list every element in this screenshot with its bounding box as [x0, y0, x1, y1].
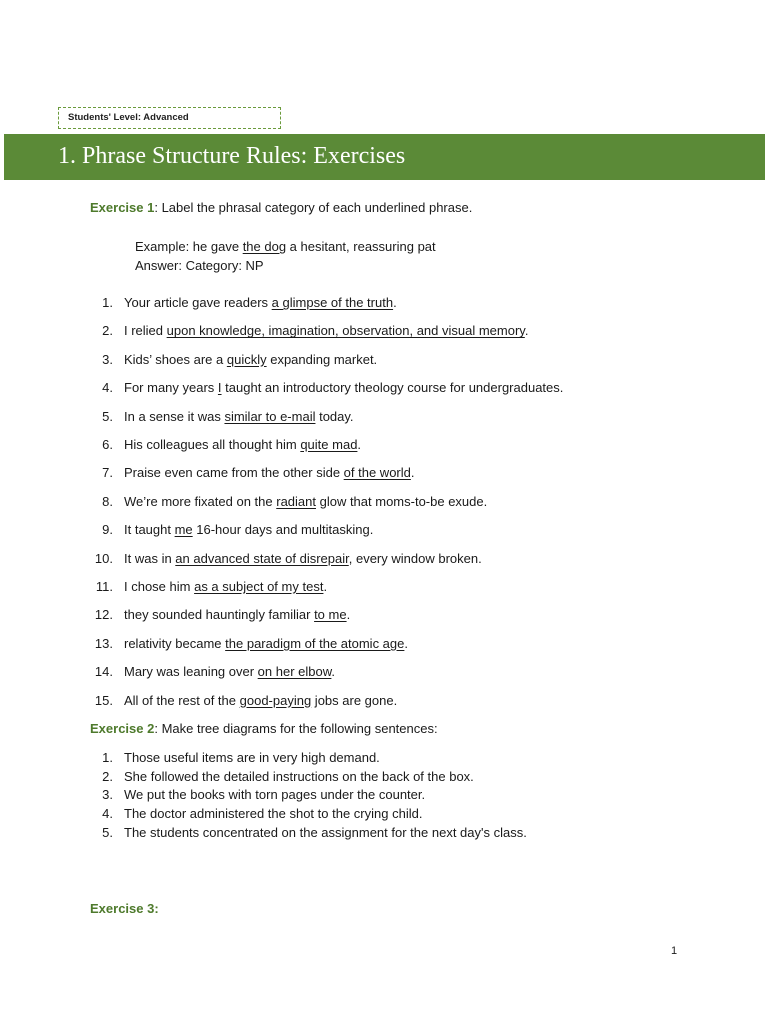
exercise1-instruction: : Label the phrasal category of each underlined phrase.: [154, 200, 473, 215]
item-underlined-phrase: quickly: [226, 351, 267, 367]
item-text-post: .: [357, 437, 362, 452]
item-underlined-phrase: I: [217, 380, 222, 396]
page-title: 1. Phrase Structure Rules: Exercises: [4, 134, 765, 180]
item-number: 4.: [102, 380, 113, 396]
item-underlined-phrase: a glimpse of the truth: [271, 295, 394, 310]
item-number: 2.: [102, 323, 113, 339]
exercise2-item: [90, 750, 690, 766]
item-underlined-phrase: as a subject of my test: [194, 579, 324, 594]
item-text-pre: they sounded hauntingly familiar: [124, 607, 315, 623]
item-text: Those useful items are in very high demand.: [124, 750, 380, 765]
exercise1-item: [90, 295, 690, 311]
item-underlined-phrase: me: [174, 522, 193, 538]
item-underlined-phrase: good-paying: [239, 692, 312, 708]
item-number: 3.: [102, 351, 113, 367]
item-text-pre: It was in: [124, 550, 176, 566]
item-number: 1.: [102, 750, 113, 765]
item-text-post: today.: [315, 408, 354, 424]
exercise1-label: Exercise 1: [90, 200, 155, 215]
exercise2-item: [90, 825, 690, 841]
item-text: We put the books with torn pages under the counter.: [124, 787, 426, 803]
example-underlined: the dog: [242, 239, 287, 254]
item-text: The students concentrated on the assignment for the next day's class.: [124, 824, 527, 840]
item-text-post: glow that moms-to-be exude.: [315, 493, 488, 509]
item-number: 9.: [102, 522, 113, 538]
item-text-post: .: [410, 465, 415, 481]
answer-line: Answer: Category: NP: [135, 258, 264, 273]
item-underlined-phrase: on her elbow: [257, 664, 332, 680]
item-text-pre: It taught: [124, 522, 175, 538]
item-number: 12.: [94, 607, 113, 623]
item-underlined-phrase: quite mad: [300, 437, 358, 452]
item-text-pre: Your article gave readers: [124, 295, 272, 310]
exercise2-label: Exercise 2: [90, 721, 155, 736]
exercise2-item: [90, 787, 690, 803]
exercise3-heading: [90, 901, 159, 917]
item-text-pre: relativity became: [124, 635, 226, 651]
item-number: 1.: [102, 295, 113, 310]
item-number: 5.: [102, 408, 113, 424]
item-text-post: .: [393, 295, 397, 310]
item-text-post: jobs are gone.: [311, 692, 398, 708]
exercise1-item: [90, 409, 690, 425]
exercise1-item: [90, 522, 690, 538]
item-text-post: .: [346, 607, 351, 623]
item-text-post: .: [323, 579, 328, 594]
item-number: 10.: [94, 550, 113, 566]
exercise1-heading: [90, 200, 472, 216]
item-number: 14.: [94, 664, 113, 680]
item-text-post: 16-hour days and multitasking.: [192, 522, 374, 538]
item-text-pre: I chose him: [124, 579, 195, 594]
item-number: 15.: [94, 692, 113, 708]
item-text-pre: All of the rest of the: [124, 692, 240, 708]
item-text-pre: Mary was leaning over: [124, 664, 258, 680]
exercise1-item: [90, 579, 690, 595]
item-underlined-phrase: an advanced state of disrepair: [175, 550, 349, 566]
item-text-pre: We’re more fixated on the: [124, 493, 277, 509]
item-underlined-phrase: to me: [314, 607, 347, 623]
item-text-post: .: [331, 664, 336, 680]
item-text: The doctor administered the shot to the crying child.: [124, 806, 423, 822]
item-underlined-phrase: the paradigm of the atomic age: [225, 635, 405, 651]
item-number: 13.: [94, 635, 113, 651]
student-level-box: Students' Level: Advanced: [58, 107, 281, 129]
item-number: 4.: [102, 806, 113, 822]
exercise3-label: Exercise 3:: [90, 901, 159, 916]
example-line: [135, 237, 436, 256]
example-text-post: a hesitant, reassuring pat: [286, 239, 436, 254]
item-number: 2.: [102, 768, 113, 784]
exercise1-item: [90, 437, 690, 453]
exercise1-item: [90, 323, 690, 339]
exercise2-instruction: : Make tree diagrams for the following sentences:: [154, 721, 438, 736]
item-number: 7.: [102, 465, 113, 481]
item-number: 6.: [102, 437, 113, 452]
item-underlined-phrase: radiant: [276, 493, 316, 509]
item-text-post: taught an introductory theology course for undergraduates.: [221, 380, 564, 396]
exercise1-item: [90, 465, 690, 481]
item-text-pre: I relied: [124, 323, 167, 339]
item-text-pre: In a sense it was: [124, 408, 225, 424]
item-number: 5.: [102, 824, 113, 840]
exercise1-item: [90, 693, 690, 709]
exercise1-item: [90, 380, 690, 396]
exercise1-item: [90, 607, 690, 623]
item-number: 8.: [102, 493, 113, 509]
item-text-pre: Kids’ shoes are a: [124, 351, 227, 367]
exercise1-item: [90, 664, 690, 680]
item-text-pre: His colleagues all thought him: [124, 437, 301, 452]
item-underlined-phrase: of the world: [343, 465, 411, 481]
example-block: [135, 237, 436, 275]
item-text-post: .: [404, 635, 409, 651]
exercise1-item: [90, 494, 690, 510]
item-text: She followed the detailed instructions on the back of the box.: [124, 768, 474, 784]
item-number: 11.: [95, 579, 113, 594]
example-text-pre: Example: he gave: [135, 239, 243, 254]
exercise2-item: [90, 769, 690, 785]
item-number: 3.: [102, 787, 113, 803]
item-underlined-phrase: similar to e-mail: [224, 408, 316, 424]
item-text-pre: Praise even came from the other side: [124, 465, 344, 481]
item-text-post: expanding market.: [266, 351, 378, 367]
exercise1-item: [90, 352, 690, 368]
item-text-post: , every window broken.: [348, 550, 482, 566]
exercise1-item: [90, 636, 690, 652]
page-number: 1: [671, 945, 678, 957]
exercise2-item: [90, 806, 690, 822]
item-underlined-phrase: upon knowledge, imagination, observation, and visual memory: [166, 323, 525, 339]
item-text-pre: For many years: [124, 380, 218, 396]
item-text-post: .: [524, 323, 529, 339]
exercise1-item: [90, 551, 690, 567]
exercise2-heading: [90, 721, 438, 737]
